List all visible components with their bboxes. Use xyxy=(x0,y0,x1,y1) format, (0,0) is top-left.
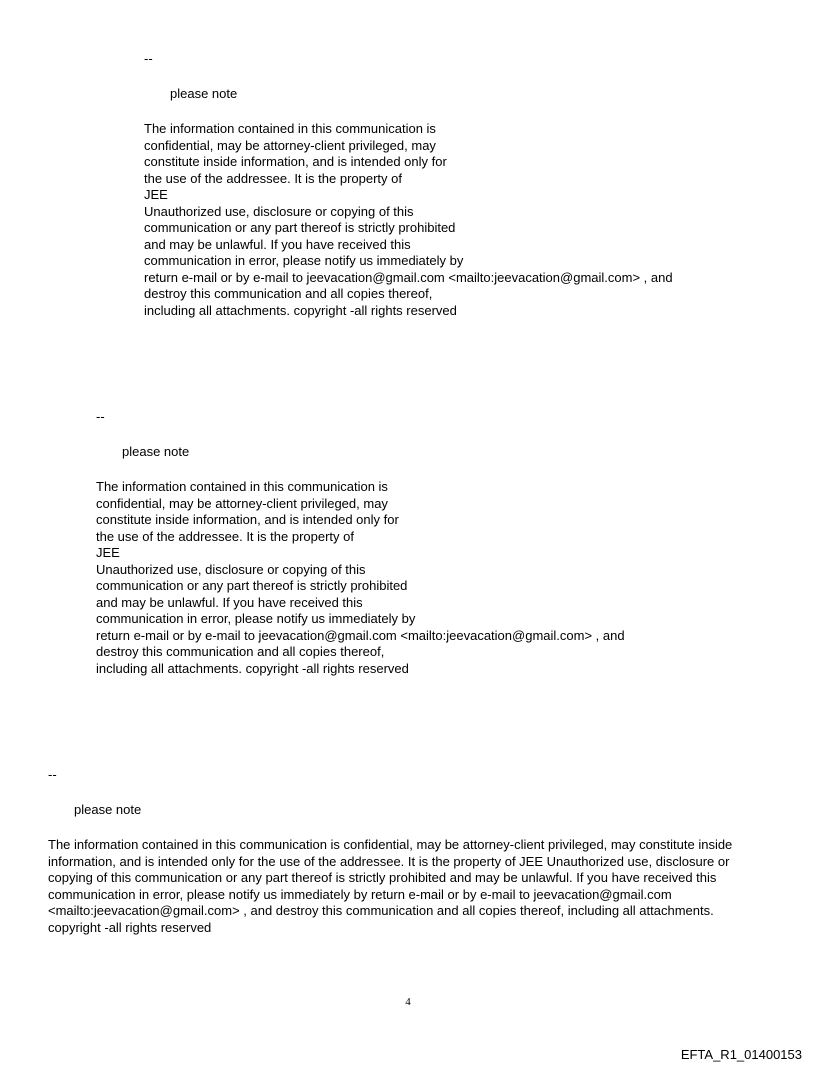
disclaimer-line: The information contained in this communication is xyxy=(96,479,388,494)
disclaimer-line: Unauthorized use, disclosure or copying of this xyxy=(96,561,366,577)
note-heading-3: please note xyxy=(74,802,142,817)
disclaimer-line: JEE xyxy=(96,545,120,560)
disclaimer-line: communication in error, please notify us immediately by xyxy=(144,253,464,268)
disclaimer-line: confidential, may be attorney-client privileged, may xyxy=(96,495,388,511)
separator-1: -- xyxy=(144,51,153,66)
disclaimer-line: constitute inside information, and is intended only for xyxy=(144,154,447,169)
page-number: 4 xyxy=(405,996,411,1008)
disclaimer-line: communication in error, please notify us immediately by xyxy=(96,611,416,626)
note-heading-2: please note xyxy=(122,444,190,459)
note-heading-1: please note xyxy=(170,86,238,101)
disclaimer-line: the use of the addressee. It is the property of xyxy=(96,528,354,544)
disclaimer-line: return e-mail or by e-mail to jeevacation@gmail.com <mailto:jeevacation@gmail.com> , and xyxy=(144,269,673,285)
disclaimer-paragraph-3: The information contained in this communication is confidential, may be attorney-client privileged, may constitute inside information, and is intended only for the use of the addressee. It is the property of JEE Unauthorized use, disclosure or copying of this communication or any part thereof is strictly prohibited and may be unlawful. If you have received this communication in error, please notify us immediately by return e-mail or by e-mail to jeevacation@gmail.com <mailto:jeevacation@gmail.com> , and destroy this communication and all copies thereof, including all attachments. copyright -all rights reserved xyxy=(48,837,733,935)
disclaimer-line: confidential, may be attorney-client privileged, may xyxy=(144,137,436,153)
separator-2: -- xyxy=(96,409,105,424)
disclaimer-line: destroy this communication and all copies thereof, xyxy=(144,286,433,301)
disclaimer-line: including all attachments. copyright -all rights reserved xyxy=(144,302,457,318)
disclaimer-line: communication or any part thereof is strictly prohibited xyxy=(96,578,408,593)
disclaimer-line: Unauthorized use, disclosure or copying of this xyxy=(144,203,414,219)
disclaimer-block-1 xyxy=(144,121,673,319)
disclaimer-line: return e-mail or by e-mail to jeevacation@gmail.com <mailto:jeevacation@gmail.com> , and xyxy=(96,627,625,643)
disclaimer-line: destroy this communication and all copies thereof, xyxy=(96,644,385,659)
disclaimer-line: and may be unlawful. If you have received this xyxy=(144,236,411,252)
disclaimer-line: constitute inside information, and is intended only for xyxy=(96,512,399,527)
disclaimer-line: the use of the addressee. It is the property of xyxy=(144,170,402,186)
disclaimer-line: and may be unlawful. If you have received this xyxy=(96,594,363,610)
disclaimer-line: JEE xyxy=(144,187,168,202)
disclaimer-line: including all attachments. copyright -all rights reserved xyxy=(96,660,409,676)
separator-3: -- xyxy=(48,767,57,782)
disclaimer-block-2 xyxy=(96,479,625,677)
bates-number: EFTA_R1_01400153 xyxy=(680,1047,802,1062)
disclaimer-line: communication or any part thereof is strictly prohibited xyxy=(144,220,456,235)
disclaimer-line: The information contained in this communication is xyxy=(144,121,436,136)
